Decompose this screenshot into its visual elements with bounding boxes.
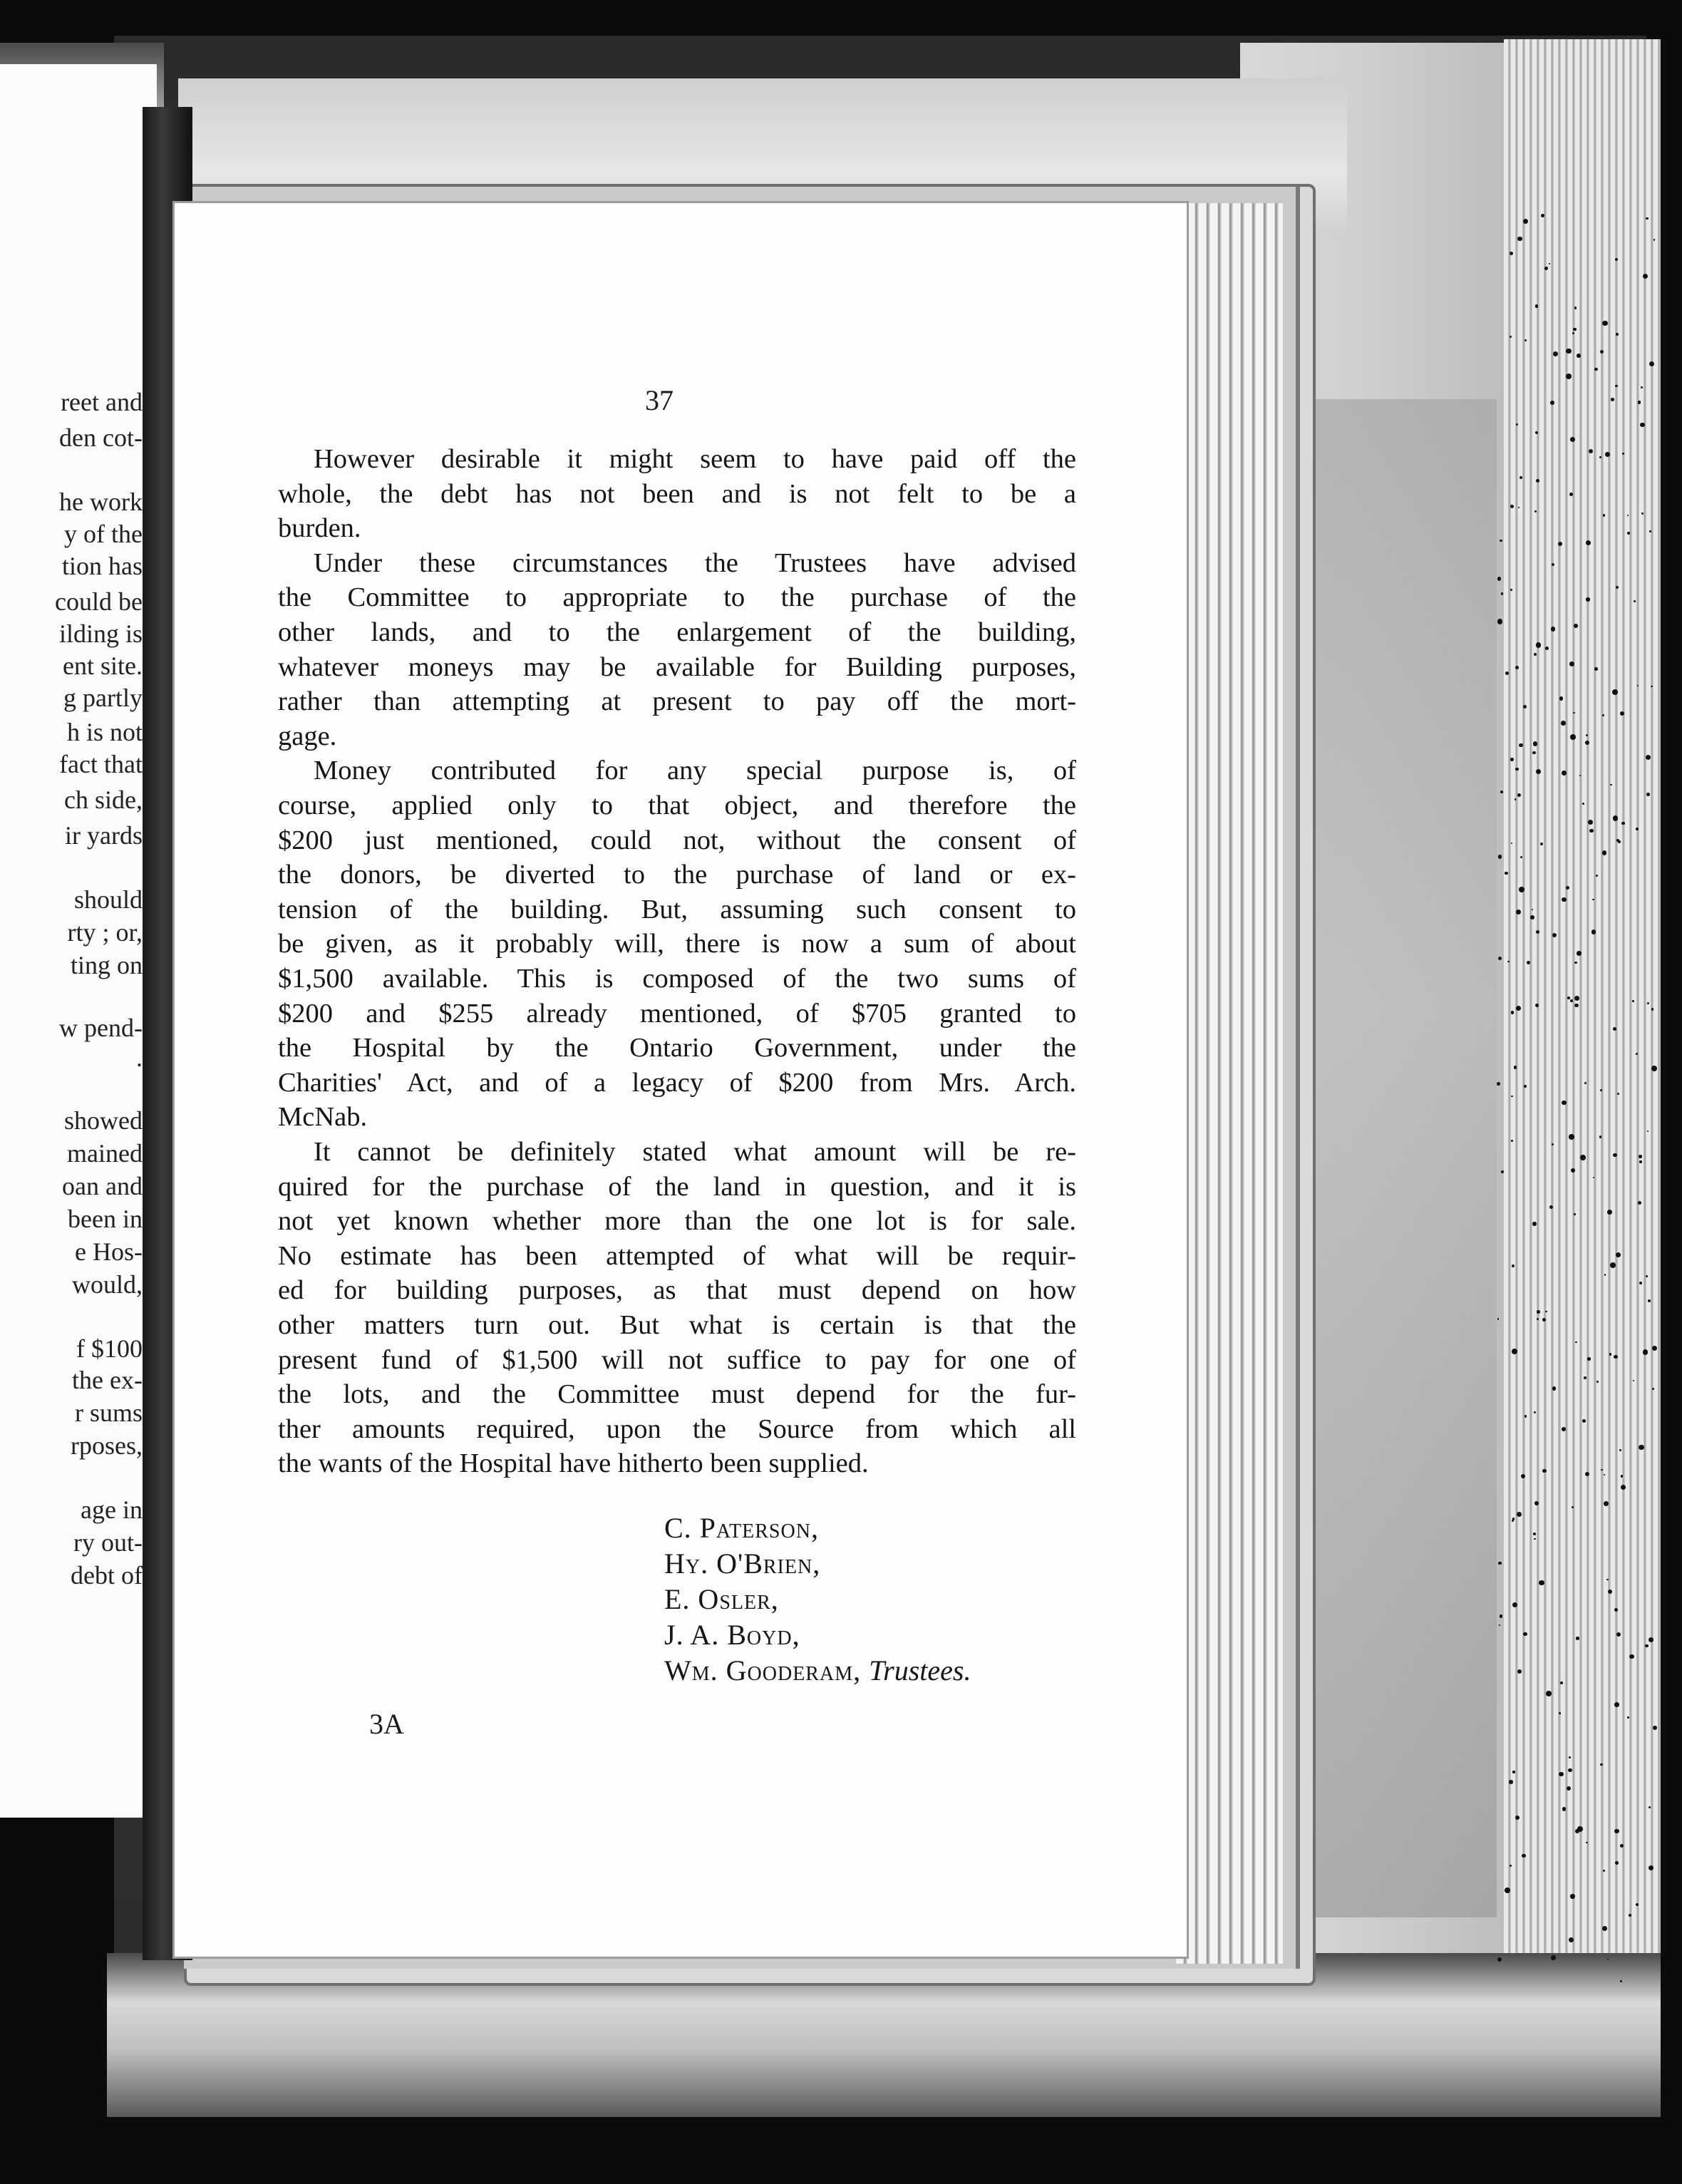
speck <box>1616 333 1619 336</box>
text-line: the lots, and the Committee must depend for the fur- <box>278 1379 1076 1410</box>
speck <box>1510 758 1514 761</box>
text-line: be given, as it probably will, there is now a sum of about <box>278 929 1076 959</box>
speck <box>1577 354 1581 358</box>
signatory <box>664 1652 971 1689</box>
speck <box>1653 239 1655 240</box>
text-line: However desirable it might seem to have paid off the <box>314 444 1076 474</box>
speck <box>1636 1053 1638 1055</box>
speck <box>1517 1669 1522 1674</box>
speck <box>1586 540 1591 545</box>
text-line: the wants of the Hospital have hitherto been supplied. <box>278 1448 869 1479</box>
speck <box>1524 1415 1527 1418</box>
speck <box>1552 563 1554 566</box>
speck <box>1639 1445 1644 1450</box>
speck <box>1523 705 1527 709</box>
speck <box>1509 1780 1513 1784</box>
speck <box>1574 307 1577 309</box>
speck <box>1534 653 1537 656</box>
speck <box>1652 1388 1654 1390</box>
speck <box>1586 597 1590 602</box>
speck <box>1622 453 1624 455</box>
speck <box>1572 332 1574 334</box>
speck <box>1651 686 1652 687</box>
speck <box>1505 1887 1510 1893</box>
speck <box>1611 398 1614 401</box>
speck <box>1639 1155 1642 1158</box>
speck <box>1574 1213 1576 1215</box>
text-line: the Committee to appropriate to the purchase of the <box>278 582 1076 613</box>
text-line: ther amounts required, upon the Source from which all <box>278 1413 1076 1444</box>
text-line: $1,500 available. This is composed of the two sums of <box>278 964 1076 994</box>
speck <box>1576 1637 1579 1640</box>
speck <box>1616 1252 1621 1257</box>
speck <box>1562 1807 1566 1810</box>
signatory <box>664 1545 820 1582</box>
speck <box>1515 768 1519 771</box>
speck <box>1514 1066 1517 1068</box>
speck <box>1498 855 1502 859</box>
speck <box>1570 1894 1574 1898</box>
speck <box>1567 996 1570 999</box>
signatory <box>664 1617 800 1654</box>
speck <box>1536 642 1542 648</box>
text-line: course, applied only to that object, and therefore the <box>278 790 1076 820</box>
speck <box>1615 1861 1619 1865</box>
left-page-text-fragment: y of the <box>64 520 143 548</box>
speck <box>1510 252 1513 255</box>
speck <box>1521 1474 1525 1478</box>
speck <box>1520 476 1522 479</box>
text-line: $200 and $255 already mentioned, of $705 granted to <box>278 998 1076 1029</box>
speck <box>1612 689 1618 695</box>
left-page-text-fragment: would, <box>72 1270 143 1299</box>
speck <box>1569 1756 1571 1758</box>
speck <box>1586 734 1588 736</box>
speck <box>1559 696 1564 701</box>
text-line: McNab. <box>278 1102 368 1133</box>
speck <box>1562 897 1567 902</box>
speck <box>1615 258 1618 261</box>
text-line: whatever moneys may be available for Building purposes, <box>278 651 1076 682</box>
speck <box>1609 1353 1612 1356</box>
speck <box>1573 328 1576 331</box>
speck <box>1589 449 1593 453</box>
text-line: ed for building purposes, as that must depend on how <box>278 1275 1076 1306</box>
speck <box>1512 1264 1515 1267</box>
speck <box>1559 1712 1561 1714</box>
speck <box>1536 479 1539 483</box>
speck <box>1562 771 1567 776</box>
left-page-text-fragment: been in <box>68 1205 143 1233</box>
speck <box>1540 843 1543 845</box>
speck <box>1510 589 1512 591</box>
speck <box>1629 1654 1634 1659</box>
speck <box>1570 437 1575 442</box>
speck <box>1600 1089 1602 1091</box>
left-page-text-fragment: rty ; or, <box>67 918 143 947</box>
speck <box>1610 784 1611 785</box>
speck <box>1519 887 1524 892</box>
speck <box>1551 627 1555 631</box>
speck <box>1594 368 1597 371</box>
left-page-text-fragment: f $100 <box>76 1334 143 1363</box>
left-page-text-fragment: r sums <box>74 1399 143 1427</box>
speck <box>1648 1299 1651 1302</box>
text-line: gage. <box>278 721 337 751</box>
speck <box>1510 505 1514 508</box>
speck <box>1512 1349 1517 1354</box>
speck <box>1639 1160 1641 1163</box>
speck <box>1541 214 1544 217</box>
signatory-name: Hy. O'Brien, <box>664 1547 821 1580</box>
speck <box>1569 1937 1574 1942</box>
speck <box>1497 1082 1500 1086</box>
text-line: It cannot be definitely stated what amount will be re- <box>314 1137 1076 1167</box>
speck <box>1539 1580 1544 1585</box>
speck <box>1562 1101 1566 1105</box>
left-page-text-fragment: age in <box>81 1495 143 1524</box>
speck <box>1586 1842 1587 1843</box>
left-page-text-fragment: showed <box>64 1106 143 1135</box>
speck <box>1614 1829 1619 1833</box>
speck <box>1638 401 1641 403</box>
text-line: Money contributed for any special purpose is, of <box>314 756 1076 786</box>
speck <box>1534 1501 1539 1505</box>
speck <box>1620 1980 1622 1982</box>
fore-edge <box>1504 39 1661 2078</box>
speck <box>1501 1170 1504 1173</box>
speck <box>1607 1959 1609 1960</box>
text-line: the donors, be diverted to the purchase of land or ex- <box>278 860 1076 890</box>
speck <box>1533 1533 1536 1535</box>
left-page <box>0 64 157 1818</box>
left-page-text-fragment: ry out- <box>73 1528 143 1557</box>
left-page-text-fragment: oan and <box>62 1172 143 1200</box>
speck <box>1535 431 1538 434</box>
speck <box>1646 1275 1648 1277</box>
speck <box>1587 1357 1591 1361</box>
speck <box>1562 1427 1566 1431</box>
page-number: 37 <box>645 384 674 416</box>
left-page-text-fragment: e Hos- <box>75 1237 143 1266</box>
left-page-text-fragment: w pend- <box>59 1014 143 1042</box>
speck <box>1651 1066 1657 1071</box>
speck <box>1607 1210 1612 1215</box>
left-page-text-fragment: ting on <box>70 951 143 979</box>
text-line: other lands, and to the enlargement of the building, <box>278 617 1076 647</box>
speck <box>1515 666 1519 669</box>
left-page-text-fragment: should <box>73 885 143 914</box>
speck <box>1569 1134 1574 1139</box>
speck <box>1591 929 1596 934</box>
signatory-name: E. Osler, <box>664 1583 779 1615</box>
speck <box>1577 951 1582 956</box>
speck <box>1621 822 1624 825</box>
speck <box>1532 751 1535 754</box>
speck <box>1559 1772 1563 1776</box>
speck <box>1614 1355 1617 1359</box>
speck <box>1535 304 1538 307</box>
speck <box>1619 1449 1621 1451</box>
speck <box>1614 1702 1619 1706</box>
speck <box>1561 721 1566 726</box>
speck <box>1646 793 1650 796</box>
left-page-text-fragment: fact that <box>59 750 143 778</box>
text-line: burden. <box>278 513 361 544</box>
speck <box>1522 1854 1526 1858</box>
speck <box>1569 661 1574 666</box>
text-line: $200 just mentioned, could not, without the consent of <box>278 825 1076 855</box>
speck <box>1602 714 1604 716</box>
signatory-name: J. A. Boyd, <box>664 1619 800 1651</box>
speck <box>1640 423 1644 427</box>
speck <box>1532 1222 1537 1226</box>
text-line: whole, the debt has not been and is not felt to be a <box>278 478 1076 509</box>
speck <box>1602 850 1606 855</box>
signatory <box>664 1510 819 1547</box>
speck <box>1550 401 1554 405</box>
speck <box>1558 542 1562 546</box>
speck <box>1570 734 1576 740</box>
speck <box>1627 532 1630 535</box>
speck <box>1497 1957 1502 1962</box>
left-page-text-fragment: debt of <box>71 1561 143 1590</box>
speck <box>1585 1472 1589 1476</box>
text-line: other matters turn out. But what is certain is that the <box>278 1310 1076 1340</box>
page-edges <box>1176 203 1283 1964</box>
text-line: Under these circumstances the Trustees have advised <box>314 547 1076 578</box>
text-line: the Hospital by the Ontario Government, under the <box>278 1033 1076 1063</box>
speck <box>1537 1310 1540 1314</box>
speck <box>1535 1004 1539 1007</box>
speck <box>1580 1155 1586 1160</box>
speck <box>1545 647 1549 650</box>
speck <box>1602 1926 1607 1931</box>
speck <box>1534 1411 1536 1413</box>
speck <box>1652 1346 1657 1351</box>
speck <box>1511 1096 1512 1097</box>
speck <box>1606 1579 1609 1581</box>
left-page-text-fragment: reet and <box>61 388 143 416</box>
signatory <box>664 1581 779 1618</box>
speck <box>1537 1318 1539 1320</box>
speck <box>1546 1691 1552 1696</box>
left-page-text-fragment: ch side, <box>64 785 143 814</box>
speck <box>1613 1153 1616 1157</box>
text-line: rather than attempting at present to pay off the mort- <box>278 686 1076 717</box>
left-page-text-fragment: could be <box>55 587 143 616</box>
speck <box>1574 962 1577 964</box>
text-line: present fund of $1,500 will not suffice to pay for one of <box>278 1344 1076 1375</box>
speck <box>1571 1168 1575 1173</box>
speck <box>1621 1485 1626 1490</box>
signatory-name: Wm. Gooderam, <box>664 1654 862 1686</box>
left-page-text-fragment: tion has <box>62 552 143 580</box>
left-page-text-fragment: . <box>136 1044 143 1072</box>
speck <box>1512 1771 1515 1773</box>
speck <box>1512 1518 1515 1520</box>
speck <box>1616 839 1619 842</box>
speck <box>1542 1469 1546 1473</box>
speck <box>1589 829 1594 833</box>
left-page-text-fragment: ilding is <box>58 619 143 648</box>
text-line: Charities' Act, and of a legacy of $200 from Mrs. Arch. <box>278 1067 1076 1098</box>
left-page-text-fragment: ent site. <box>63 651 143 680</box>
text-line: tension of the building. But, assuming such consent to <box>278 894 1076 924</box>
left-page-text-fragment: den cot- <box>59 423 143 452</box>
signatory-name: C. Paterson, <box>664 1512 819 1544</box>
speck <box>1534 510 1537 512</box>
speck <box>1600 1763 1602 1766</box>
left-page-text-fragment: rposes, <box>71 1431 143 1460</box>
speck <box>1574 624 1578 628</box>
speck <box>1516 910 1521 915</box>
speck <box>1545 1311 1547 1312</box>
text-line: not yet known whether more than the one lot is for sale. <box>278 1206 1076 1237</box>
speck <box>1519 743 1523 748</box>
left-page-text-fragment: he work <box>59 488 143 516</box>
speck <box>1510 1865 1512 1867</box>
left-page-text-fragment: mained <box>67 1139 143 1168</box>
text-line: quired for the purchase of the land in question, and it is <box>278 1171 1076 1202</box>
speck <box>1634 600 1636 602</box>
speck <box>1592 899 1594 901</box>
speck <box>1588 820 1593 825</box>
speck <box>1632 1000 1634 1002</box>
speck <box>1603 514 1605 516</box>
left-page-text-fragment: h is not <box>66 718 143 746</box>
signature-mark: 3A <box>369 1708 404 1740</box>
speck <box>1627 515 1629 516</box>
left-page-text-fragment: the ex- <box>72 1366 143 1394</box>
left-page-text-fragment: g partly <box>63 684 143 712</box>
speck <box>1627 1716 1629 1719</box>
speck <box>1645 1644 1648 1647</box>
speck <box>1651 1008 1653 1010</box>
speck <box>1574 1004 1578 1007</box>
speck <box>1620 711 1624 716</box>
speck <box>1577 1826 1583 1832</box>
text-line: No estimate has been attempted of what will be requir- <box>278 1240 1076 1271</box>
speck <box>1610 1262 1616 1268</box>
speck <box>1602 321 1607 326</box>
left-page-text-fragment: ir yards <box>65 821 143 850</box>
speck <box>1542 1318 1546 1322</box>
speck <box>1566 374 1572 379</box>
signatory-role: Trustees. <box>869 1654 971 1686</box>
speck <box>1594 667 1598 671</box>
speck <box>1566 349 1572 354</box>
speck <box>1613 815 1619 821</box>
speck <box>1498 1562 1502 1565</box>
speck <box>1636 828 1638 830</box>
